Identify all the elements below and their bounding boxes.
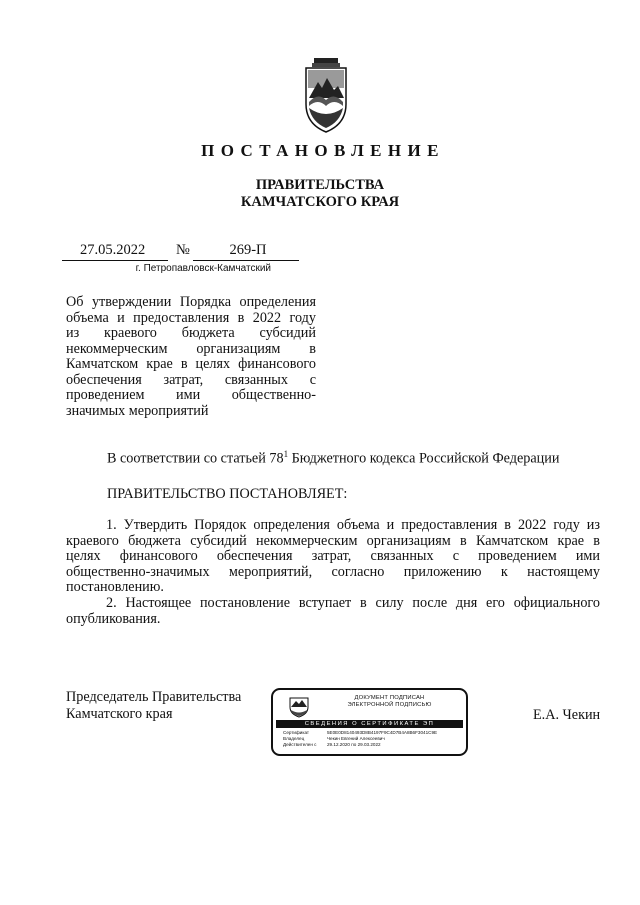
date-underline [62, 260, 168, 261]
subject-line: Камчатском крае в целях финансового [66, 356, 316, 372]
stamp-header-line-1: ДОКУМЕНТ ПОДПИСАН [354, 695, 425, 701]
legal-basis-text: В соответствии со статьей 78 [107, 450, 284, 467]
stamp-header-line-2: ЭЛЕКТРОННОЙ ПОДПИСЬЮ [347, 702, 432, 708]
decree-heading: ПРАВИТЕЛЬСТВО ПОСТАНОВЛЯЕТ: [107, 486, 348, 502]
subject-line: обеспечения затрат, связанных с [66, 371, 316, 388]
authority-line-1: ПРАВИТЕЛЬСТВА [255, 177, 385, 193]
subject-line: проведением ими общественно- [66, 387, 316, 403]
electronic-signature-stamp [271, 688, 468, 756]
stamp-row: Сертификат 5E0E0D8140493D8B4197F9C4D7B4A8B6F3041C9E [283, 730, 438, 735]
clause-1-line: постановлению. [66, 579, 164, 596]
document-date: 27.05.2022 [80, 242, 146, 258]
clause-2-line: 2. Настоящее постановление вступает в силу после дня его официального [106, 594, 600, 611]
article-superscript: 1 [283, 449, 289, 459]
signer-name: Е.А. Чекин [533, 707, 601, 723]
signer-title-line-1: Председатель Правительства [66, 689, 242, 705]
subject-line: из краевого бюджета субсидий [66, 325, 316, 341]
clause-1-line: краевого бюджета субсидий некоммерческим организациям в Камчатском крае в [66, 532, 600, 549]
decree-body [66, 518, 600, 627]
clause-2-line: опубликования. [66, 610, 161, 627]
subject-line: объема и предоставления в 2022 году [66, 309, 316, 326]
signer-title-line-2: Камчатского края [66, 706, 173, 722]
clause-1-line: целях финансового обеспечения затрат, связанных с проведением ими [66, 548, 600, 565]
stamp-certificate-bar: СВЕДЕНИЯ О СЕРТИФИКАТЕ ЭП [276, 720, 463, 728]
subject-line: Об утверждении Порядка определения [66, 294, 316, 310]
issuing-authority [0, 177, 640, 211]
subject-line: некоммерческим организациям в [66, 340, 316, 357]
issue-city: г. Петропавловск-Камчатский [135, 263, 271, 274]
subject-line: значимых мероприятий [66, 402, 209, 419]
stamp-row: Владелец Чекин Евгений Алексеевич [283, 736, 385, 741]
legal-basis [107, 449, 559, 468]
stamp-emblem-icon [287, 696, 311, 718]
number-sign: № [176, 242, 190, 258]
document-title: ПОСТАНОВЛЕНИЕ [201, 141, 445, 160]
coat-of-arms-emblem [300, 58, 352, 134]
authority-line-2: КАМЧАТСКОГО КРАЯ [240, 194, 400, 210]
stamp-certificate-details [283, 730, 463, 748]
document-number: 269-П [229, 242, 267, 258]
stamp-header [317, 695, 462, 709]
legal-basis-text-end: Бюджетного кодекса Российской Федерации [288, 450, 560, 467]
number-underline [193, 260, 299, 261]
stamp-row: Действителен с 29.12.2020 по 29.03.2022 [283, 742, 381, 747]
clause-1-line: 1. Утвердить Порядок определения объема и предоставления в 2022 году из [106, 517, 600, 533]
signer-title [66, 689, 241, 723]
document-subject [66, 295, 316, 419]
clause-1-line: общественно-значимых мероприятий, согласно приложению к настоящему [66, 563, 600, 580]
